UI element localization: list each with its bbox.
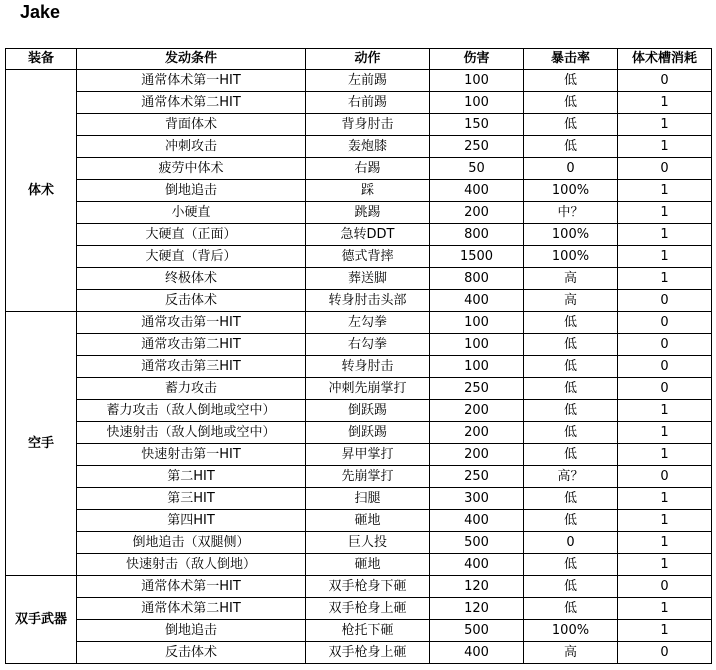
header-gauge-cost: 体术槽消耗 <box>618 49 712 70</box>
cell-gauge-cost: 1 <box>618 180 712 202</box>
cell-action: 右前踢 <box>306 92 430 114</box>
cell-crit-rate: 低 <box>524 598 618 620</box>
cell-trigger-condition: 冲刺攻击 <box>77 136 306 158</box>
table-row <box>6 510 712 532</box>
cell-trigger-condition: 通常体术第一HIT <box>77 576 306 598</box>
page-title: Jake <box>20 2 61 22</box>
cell-trigger-condition: 倒地追击 <box>77 180 306 202</box>
cell-trigger-condition: 通常攻击第二HIT <box>77 334 306 356</box>
cell-damage: 800 <box>430 268 524 290</box>
cell-action: 转身肘击头部 <box>306 290 430 312</box>
cell-damage: 150 <box>430 114 524 136</box>
cell-action: 左勾拳 <box>306 312 430 334</box>
cell-damage: 300 <box>430 488 524 510</box>
table-row <box>6 444 712 466</box>
cell-gauge-cost: 1 <box>618 92 712 114</box>
cell-action: 背身肘击 <box>306 114 430 136</box>
cell-action: 枪托下砸 <box>306 620 430 642</box>
cell-trigger-condition: 第三HIT <box>77 488 306 510</box>
cell-crit-rate: 100% <box>524 246 618 268</box>
cell-crit-rate: 低 <box>524 554 618 576</box>
cell-trigger-condition: 疲劳中体术 <box>77 158 306 180</box>
cell-crit-rate: 100% <box>524 620 618 642</box>
cell-crit-rate: 100% <box>524 224 618 246</box>
cell-action: 巨人投 <box>306 532 430 554</box>
cell-crit-rate: 低 <box>524 378 618 400</box>
table-row <box>6 642 712 664</box>
cell-gauge-cost: 1 <box>618 114 712 136</box>
equipment-group-cell: 体术 <box>6 70 77 312</box>
cell-gauge-cost: 0 <box>618 356 712 378</box>
table-row <box>6 312 712 334</box>
header-crit-rate: 暴击率 <box>524 49 618 70</box>
table-body <box>6 70 712 664</box>
cell-action: 先崩掌打 <box>306 466 430 488</box>
cell-gauge-cost: 1 <box>618 510 712 532</box>
cell-damage: 100 <box>430 356 524 378</box>
cell-crit-rate: 低 <box>524 400 618 422</box>
table-row <box>6 422 712 444</box>
cell-crit-rate: 高 <box>524 268 618 290</box>
table-row <box>6 598 712 620</box>
cell-gauge-cost: 1 <box>618 598 712 620</box>
equipment-group-cell: 空手 <box>6 312 77 576</box>
cell-crit-rate: 低 <box>524 488 618 510</box>
cell-trigger-condition: 终极体术 <box>77 268 306 290</box>
cell-damage: 250 <box>430 466 524 488</box>
cell-gauge-cost: 1 <box>618 488 712 510</box>
cell-damage: 1500 <box>430 246 524 268</box>
cell-trigger-condition: 蓄力攻击 <box>77 378 306 400</box>
cell-crit-rate: 低 <box>524 92 618 114</box>
cell-gauge-cost: 1 <box>618 444 712 466</box>
cell-trigger-condition: 通常攻击第一HIT <box>77 312 306 334</box>
cell-damage: 200 <box>430 422 524 444</box>
cell-damage: 800 <box>430 224 524 246</box>
cell-gauge-cost: 1 <box>618 554 712 576</box>
cell-gauge-cost: 0 <box>618 466 712 488</box>
cell-action: 右踢 <box>306 158 430 180</box>
cell-gauge-cost: 0 <box>618 312 712 334</box>
table-header-row <box>6 49 712 70</box>
cell-trigger-condition: 大硬直（背后） <box>77 246 306 268</box>
cell-crit-rate: 低 <box>524 70 618 92</box>
cell-gauge-cost: 1 <box>618 246 712 268</box>
cell-crit-rate: 高 <box>524 290 618 312</box>
table-row <box>6 334 712 356</box>
cell-action: 急转DDT <box>306 224 430 246</box>
cell-trigger-condition: 蓄力攻击（敌人倒地或空中） <box>77 400 306 422</box>
cell-gauge-cost: 1 <box>618 268 712 290</box>
header-damage: 伤害 <box>430 49 524 70</box>
cell-trigger-condition: 大硬直（正面） <box>77 224 306 246</box>
cell-action: 踩 <box>306 180 430 202</box>
cell-crit-rate: 低 <box>524 356 618 378</box>
equipment-group-cell: 双手武器 <box>6 576 77 664</box>
table-row <box>6 158 712 180</box>
table-row <box>6 532 712 554</box>
cell-action: 葬送脚 <box>306 268 430 290</box>
cell-trigger-condition: 背面体术 <box>77 114 306 136</box>
table-row <box>6 554 712 576</box>
cell-damage: 120 <box>430 598 524 620</box>
table-row <box>6 466 712 488</box>
table-row <box>6 356 712 378</box>
table-row <box>6 488 712 510</box>
table-row <box>6 180 712 202</box>
cell-action: 轰炮膝 <box>306 136 430 158</box>
cell-action: 倒跃踢 <box>306 400 430 422</box>
cell-action: 双手枪身上砸 <box>306 598 430 620</box>
cell-trigger-condition: 第四HIT <box>77 510 306 532</box>
cell-action: 右勾拳 <box>306 334 430 356</box>
cell-crit-rate: 低 <box>524 312 618 334</box>
cell-gauge-cost: 0 <box>618 70 712 92</box>
table-row <box>6 136 712 158</box>
header-equipment: 装备 <box>6 49 77 70</box>
cell-trigger-condition: 倒地追击（双腿侧） <box>77 532 306 554</box>
cell-trigger-condition: 通常体术第二HIT <box>77 598 306 620</box>
cell-crit-rate: 低 <box>524 114 618 136</box>
table-row <box>6 114 712 136</box>
cell-gauge-cost: 0 <box>618 290 712 312</box>
cell-action: 倒跃踢 <box>306 422 430 444</box>
cell-crit-rate: 0 <box>524 158 618 180</box>
cell-action: 德式背摔 <box>306 246 430 268</box>
cell-trigger-condition: 反击体术 <box>77 642 306 664</box>
cell-damage: 200 <box>430 400 524 422</box>
table-row <box>6 290 712 312</box>
cell-crit-rate: 高？ <box>524 466 618 488</box>
table-row <box>6 92 712 114</box>
cell-damage: 100 <box>430 70 524 92</box>
cell-trigger-condition: 反击体术 <box>77 290 306 312</box>
header-trigger-condition: 发动条件 <box>77 49 306 70</box>
cell-trigger-condition: 通常体术第一HIT <box>77 70 306 92</box>
cell-crit-rate: 中？ <box>524 202 618 224</box>
cell-trigger-condition: 通常攻击第三HIT <box>77 356 306 378</box>
cell-damage: 250 <box>430 136 524 158</box>
cell-action: 昇甲掌打 <box>306 444 430 466</box>
cell-crit-rate: 低 <box>524 576 618 598</box>
cell-damage: 500 <box>430 620 524 642</box>
cell-damage: 500 <box>430 532 524 554</box>
cell-gauge-cost: 1 <box>618 400 712 422</box>
table-row <box>6 400 712 422</box>
table-row <box>6 224 712 246</box>
cell-gauge-cost: 1 <box>618 202 712 224</box>
table-row <box>6 268 712 290</box>
table-row <box>6 378 712 400</box>
table-row <box>6 202 712 224</box>
cell-action: 双手枪身上砸 <box>306 642 430 664</box>
cell-gauge-cost: 1 <box>618 136 712 158</box>
cell-trigger-condition: 快速射击（敌人倒地或空中） <box>77 422 306 444</box>
cell-damage: 200 <box>430 202 524 224</box>
cell-gauge-cost: 1 <box>618 620 712 642</box>
cell-damage: 120 <box>430 576 524 598</box>
cell-action: 转身肘击 <box>306 356 430 378</box>
cell-gauge-cost: 0 <box>618 642 712 664</box>
cell-trigger-condition: 通常体术第二HIT <box>77 92 306 114</box>
cell-damage: 400 <box>430 290 524 312</box>
cell-trigger-condition: 小硬直 <box>77 202 306 224</box>
cell-gauge-cost: 0 <box>618 334 712 356</box>
cell-damage: 400 <box>430 510 524 532</box>
cell-gauge-cost: 0 <box>618 378 712 400</box>
table-row <box>6 246 712 268</box>
cell-damage: 400 <box>430 180 524 202</box>
cell-crit-rate: 低 <box>524 136 618 158</box>
cell-crit-rate: 低 <box>524 334 618 356</box>
cell-damage: 400 <box>430 554 524 576</box>
cell-crit-rate: 低 <box>524 422 618 444</box>
table-row <box>6 620 712 642</box>
cell-action: 砸地 <box>306 510 430 532</box>
cell-damage: 100 <box>430 312 524 334</box>
cell-gauge-cost: 1 <box>618 532 712 554</box>
cell-damage: 50 <box>430 158 524 180</box>
cell-trigger-condition: 快速射击第一HIT <box>77 444 306 466</box>
table-row <box>6 576 712 598</box>
cell-crit-rate: 低 <box>524 444 618 466</box>
cell-action: 冲刺先崩掌打 <box>306 378 430 400</box>
header-action: 动作 <box>306 49 430 70</box>
cell-gauge-cost: 0 <box>618 158 712 180</box>
cell-action: 双手枪身下砸 <box>306 576 430 598</box>
cell-crit-rate: 高 <box>524 642 618 664</box>
cell-trigger-condition: 快速射击（敌人倒地） <box>77 554 306 576</box>
table-row <box>6 70 712 92</box>
cell-action: 扫腿 <box>306 488 430 510</box>
cell-damage: 100 <box>430 92 524 114</box>
cell-crit-rate: 0 <box>524 532 618 554</box>
cell-damage: 250 <box>430 378 524 400</box>
cell-trigger-condition: 倒地追击 <box>77 620 306 642</box>
cell-gauge-cost: 0 <box>618 576 712 598</box>
cell-damage: 100 <box>430 334 524 356</box>
cell-action: 跳踢 <box>306 202 430 224</box>
skill-table <box>5 48 712 664</box>
cell-trigger-condition: 第二HIT <box>77 466 306 488</box>
cell-action: 左前踢 <box>306 70 430 92</box>
cell-damage: 400 <box>430 642 524 664</box>
cell-action: 砸地 <box>306 554 430 576</box>
cell-crit-rate: 低 <box>524 510 618 532</box>
cell-gauge-cost: 1 <box>618 224 712 246</box>
cell-crit-rate: 100% <box>524 180 618 202</box>
cell-gauge-cost: 1 <box>618 422 712 444</box>
cell-damage: 200 <box>430 444 524 466</box>
